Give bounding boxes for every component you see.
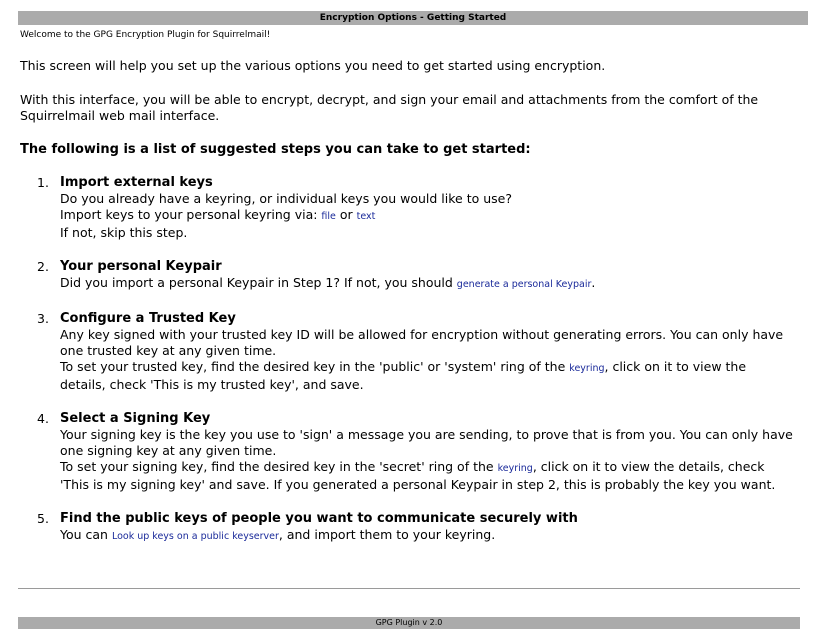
step-title: Import external keys <box>60 175 213 190</box>
page-title-bar: Encryption Options - Getting Started <box>18 11 808 25</box>
step-number: 1. <box>37 175 49 190</box>
step-text: If not, skip this step. <box>60 225 188 240</box>
step-text: Import keys to your personal keyring via: <box>60 207 322 222</box>
steps-heading: The following is a list of suggested steps you can take to get started: <box>20 142 531 157</box>
horizontal-divider <box>18 588 800 589</box>
step-text: You can <box>60 527 112 542</box>
keyring-link[interactable]: keyring <box>497 463 533 474</box>
step-text: To set your trusted key, find the desired key in the 'public' or 'system' ring of the <box>60 359 570 374</box>
step-title: Your personal Keypair <box>60 259 222 274</box>
keyserver-lookup-link[interactable]: Look up keys on a public keyserver <box>111 531 279 542</box>
step-item-keypair <box>20 259 795 293</box>
intro-paragraph-2: With this interface, you will be able to encrypt, decrypt, and sign your email and attachments from the comfort of the Squirrelmail web mail interface. <box>20 92 759 123</box>
step-text: , click on it to view the details, check 'This is my trusted key', and save. <box>60 359 747 392</box>
step-item-public-keys <box>20 511 795 545</box>
step-title: Configure a Trusted Key <box>60 311 236 326</box>
step-item-signing-key <box>20 411 795 493</box>
step-text: or <box>335 207 357 222</box>
step-text: , click on it to view the details, check 'This is my signing key' and save. If you generated a personal Keypair in step 2, this is probably the key you want. <box>60 459 776 492</box>
keyring-link[interactable]: keyring <box>569 363 605 374</box>
step-title: Find the public keys of people you want to communicate securely with <box>60 511 578 526</box>
import-file-link[interactable]: file <box>321 211 336 222</box>
step-text: . <box>591 275 596 290</box>
intro-paragraph-1: This screen will help you set up the various options you need to get started using encryption. <box>20 58 606 73</box>
steps-list <box>20 175 795 545</box>
step-text: Did you import a personal Keypair in Step 1? If not, you should <box>60 275 457 290</box>
step-text: Any key signed with your trusted key ID will be allowed for encryption without generating errors. You can only have one trusted key at any given time. <box>60 327 784 358</box>
footer-bar: GPG Plugin v 2.0 <box>18 617 800 629</box>
step-item-import <box>20 175 795 241</box>
step-number: 4. <box>37 411 49 426</box>
step-number: 5. <box>37 511 49 526</box>
step-text: Do you already have a keyring, or individual keys you would like to use? <box>60 191 512 206</box>
import-text-link[interactable]: text <box>356 211 376 222</box>
step-text: Your signing key is the key you use to 'sign' a message you are sending, to prove that is from you. You can only have one signing key at any given time. <box>60 427 793 458</box>
step-number: 2. <box>37 259 49 274</box>
step-number: 3. <box>37 311 49 326</box>
step-item-trusted-key <box>20 311 795 393</box>
step-text: , and import them to your keyring. <box>278 527 496 542</box>
generate-keypair-link[interactable]: generate a personal Keypair <box>456 279 592 290</box>
main-content <box>20 58 795 563</box>
step-title: Select a Signing Key <box>60 411 211 426</box>
welcome-text: Welcome to the GPG Encryption Plugin for Squirrelmail! <box>20 30 271 40</box>
step-text: To set your signing key, find the desired key in the 'secret' ring of the <box>60 459 498 474</box>
